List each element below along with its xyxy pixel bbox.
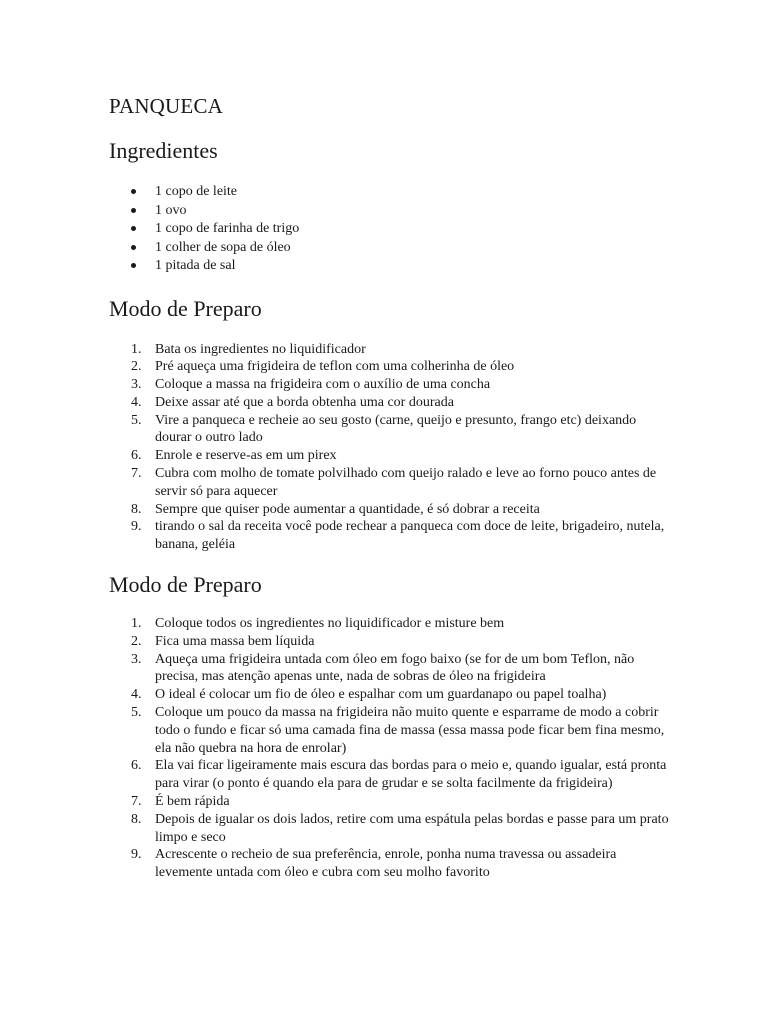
step-item <box>109 376 669 394</box>
step-text: tirando o sal da receita você pode rechear a panqueca com doce de leite, brigadeiro, nutela, banana, geléia <box>155 519 665 553</box>
ingredient-item: 1 ovo <box>109 202 669 221</box>
document-page <box>109 92 669 882</box>
step-number: 4. <box>131 687 142 703</box>
ingredients-list <box>109 183 669 276</box>
step-item <box>109 846 669 882</box>
step-item <box>109 447 669 465</box>
ingredient-item: 1 pitada de sal <box>109 257 669 276</box>
step-number: 4. <box>131 394 142 410</box>
step-item <box>109 615 669 633</box>
step-number: 6. <box>131 758 142 774</box>
step-item <box>109 518 669 554</box>
step-text: Vire a panqueca e recheie ao seu gosto (carne, queijo e presunto, frango etc) deixando dourar o outro lado <box>155 412 637 446</box>
step-number: 1. <box>131 616 142 632</box>
step-number: 2. <box>131 359 142 375</box>
ingredients-heading: Ingredientes <box>109 138 218 163</box>
step-item <box>109 793 669 811</box>
step-item <box>109 465 669 501</box>
step-text: É bem rápida <box>155 794 230 810</box>
step-number: 5. <box>131 705 142 721</box>
step-number: 7. <box>131 794 142 810</box>
step-text: Deixe assar até que a borda obtenha uma cor dourada <box>155 394 454 410</box>
step-text: Depois de igualar os dois lados, retire com uma espátula pelas bordas e passe para um prato limpo e seco <box>155 811 669 845</box>
step-text: O ideal é colocar um fio de óleo e espalhar com um guardanapo ou papel toalha) <box>155 687 607 703</box>
step-text: Pré aqueça uma frigideira de teflon com uma colherinha de óleo <box>155 359 515 375</box>
step-item <box>109 501 669 519</box>
step-item <box>109 651 669 687</box>
step-text: Fica uma massa bem líquida <box>155 633 315 649</box>
step-number: 2. <box>131 633 142 649</box>
step-item <box>109 686 669 704</box>
step-item <box>109 394 669 412</box>
step-item <box>109 341 669 359</box>
step-number: 6. <box>131 448 142 464</box>
step-item <box>109 633 669 651</box>
step-number: 7. <box>131 466 142 482</box>
step-item <box>109 358 669 376</box>
page-title: PANQUECA <box>109 94 224 118</box>
step-number: 9. <box>131 519 142 535</box>
step-number: 1. <box>131 341 142 357</box>
ingredient-item: 1 colher de sopa de óleo <box>109 239 669 258</box>
step-text: Coloque todos os ingredientes no liquidificador e misture bem <box>155 616 505 632</box>
method-2-steps <box>109 615 669 882</box>
method-2-heading: Modo de Preparo <box>109 572 262 598</box>
method-1-heading: Modo de Preparo <box>109 295 262 321</box>
ingredient-item: 1 copo de farinha de trigo <box>109 220 669 239</box>
step-text: Cubra com molho de tomate polvilhado com queijo ralado e leve ao forno pouco antes de servir só para aquecer <box>155 466 657 499</box>
step-text: Bata os ingredientes no liquidificador <box>155 341 366 357</box>
step-number: 8. <box>131 501 142 517</box>
step-text: Enrole e reserve-as em um pirex <box>155 448 337 464</box>
step-text: Sempre que quiser pode aumentar a quantidade, é só dobrar a receita <box>155 501 540 517</box>
step-item <box>109 811 669 847</box>
step-number: 9. <box>131 847 142 863</box>
step-number: 3. <box>131 377 142 393</box>
step-number: 8. <box>131 811 142 827</box>
step-text: Ela vai ficar ligeiramente mais escura das bordas para o meio e, quando igualar, está pronta para virar (o ponto é quando ela para de grudar e se solta facilmente da frigideira) <box>155 758 667 792</box>
step-item <box>109 704 669 757</box>
step-number: 5. <box>131 412 142 428</box>
method-1-steps <box>109 341 669 555</box>
step-text: Aqueça uma frigideira untada com óleo em fogo baixo (se for de um bom Teflon, não precisa, mas atenção apenas unte, nada de sobras de óleo na frigideira <box>155 651 635 685</box>
step-text: Coloque um pouco da massa na frigideira não muito quente e esparrame de modo a cobrir todo o fundo e ficar só uma camada fina de massa (essa massa pode ficar bem fina mesmo, ela não quebra na hora de enrolar) <box>155 705 665 756</box>
step-number: 3. <box>131 651 142 667</box>
step-text: Coloque a massa na frigideira com o auxílio de uma concha <box>155 377 491 393</box>
step-text: Acrescente o recheio de sua preferência, enrole, ponha numa travessa ou assadeira levemente untada com óleo e cubra com seu molho favorito <box>155 847 617 881</box>
step-item <box>109 757 669 793</box>
ingredient-item: 1 copo de leite <box>109 183 669 202</box>
step-item <box>109 412 669 448</box>
